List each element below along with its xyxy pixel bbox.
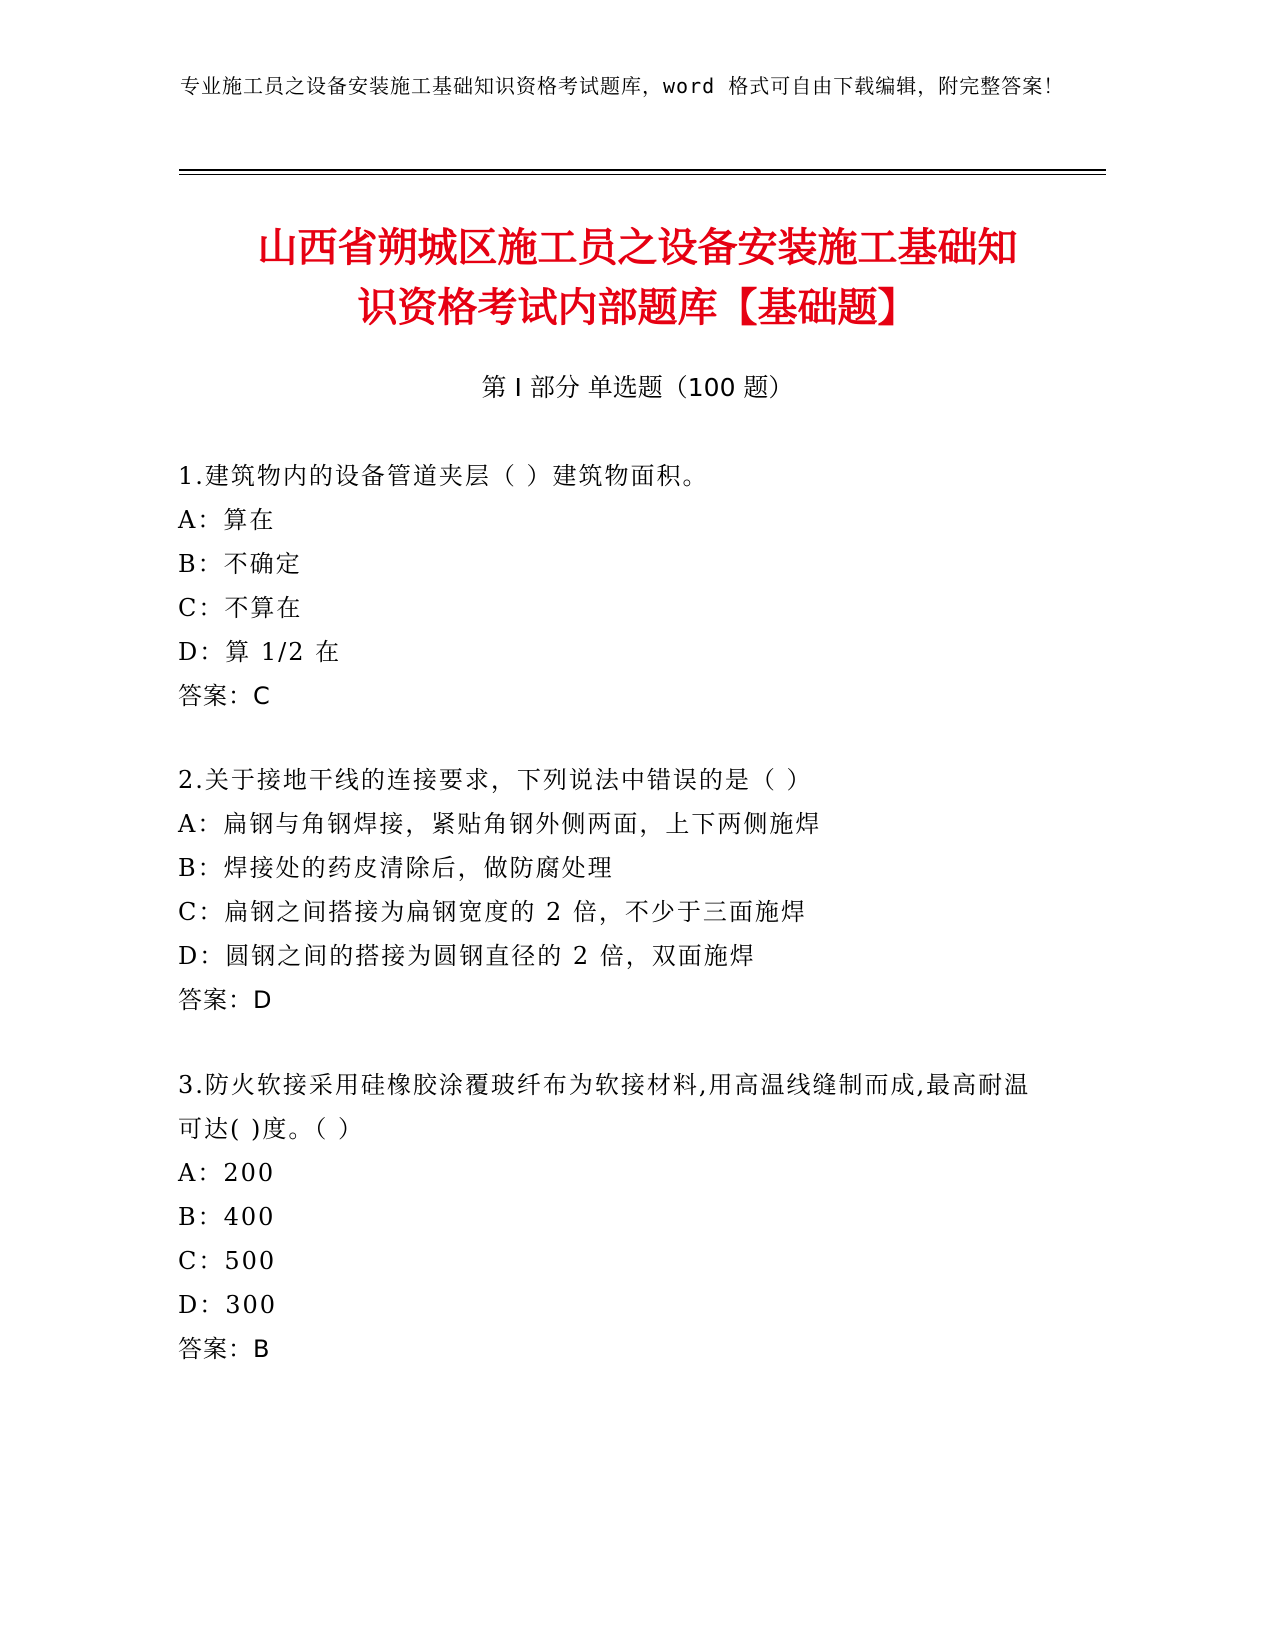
option-text: 200 bbox=[223, 1159, 276, 1187]
question-2 bbox=[178, 758, 1038, 1022]
document-title-line-2: 识资格考试内部题库【基础题】 bbox=[357, 285, 918, 331]
option-b bbox=[178, 542, 1038, 586]
option-text: 400 bbox=[223, 1203, 276, 1231]
option-letter: A： bbox=[178, 1159, 224, 1187]
option-a bbox=[178, 802, 1038, 846]
option-letter: D： bbox=[178, 942, 226, 970]
answer-line: 答案：C bbox=[178, 682, 271, 710]
option-text: 算在 bbox=[223, 506, 276, 534]
option-letter: C： bbox=[178, 594, 225, 622]
option-letter: B： bbox=[178, 854, 224, 882]
option-letter: C： bbox=[178, 1247, 225, 1275]
option-text: 不算在 bbox=[224, 594, 303, 622]
option-letter: C： bbox=[178, 898, 225, 926]
header-divider-thick bbox=[179, 169, 1106, 171]
option-letter: A： bbox=[178, 506, 224, 534]
answer-line: 答案：B bbox=[178, 1335, 271, 1363]
option-text: 扁钢之间搭接为扁钢宽度的 2 倍，不少于三面施焊 bbox=[224, 898, 807, 926]
question-stem: 1.建筑物内的设备管道夹层（ ）建筑物面积。 bbox=[178, 462, 709, 490]
option-c bbox=[178, 890, 1038, 934]
option-b bbox=[178, 1195, 1038, 1239]
option-text: 圆钢之间的搭接为圆钢直径的 2 倍，双面施焊 bbox=[225, 942, 756, 970]
option-text: 算 1/2 在 bbox=[225, 638, 342, 666]
section-heading: 第 I 部分 单选题（100 题） bbox=[481, 373, 794, 402]
option-text: 不确定 bbox=[223, 550, 302, 578]
option-d bbox=[178, 1283, 1038, 1327]
option-text: 500 bbox=[224, 1247, 277, 1275]
option-text: 300 bbox=[225, 1291, 278, 1319]
option-a bbox=[178, 498, 1038, 542]
option-letter: A： bbox=[178, 810, 224, 838]
option-b bbox=[178, 846, 1038, 890]
option-letter: B： bbox=[178, 550, 224, 578]
question-1 bbox=[178, 454, 1038, 718]
header-note: 专业施工员之设备安装施工基础知识资格考试题库，word 格式可自由下载编辑，附完整答案！ bbox=[180, 74, 1065, 98]
option-letter: D： bbox=[178, 638, 226, 666]
question-3 bbox=[178, 1063, 1038, 1371]
option-c bbox=[178, 1239, 1038, 1283]
option-letter: D： bbox=[178, 1291, 226, 1319]
option-d bbox=[178, 630, 1038, 674]
option-c bbox=[178, 586, 1038, 630]
option-a bbox=[178, 1151, 1038, 1195]
option-letter: B： bbox=[178, 1203, 224, 1231]
option-text: 焊接处的药皮清除后，做防腐处理 bbox=[223, 854, 614, 882]
option-d bbox=[178, 934, 1038, 978]
option-text: 扁钢与角钢焊接，紧贴角钢外侧两面，上下两侧施焊 bbox=[223, 810, 822, 838]
answer-line: 答案：D bbox=[178, 986, 273, 1014]
document-title bbox=[150, 218, 1125, 338]
question-stem: 3.防火软接采用硅橡胶涂覆玻纤布为软接材料,用高温线缝制而成,最高耐温可达( )度。（ ） bbox=[178, 1071, 1031, 1143]
document-title-line-1: 山西省朔城区施工员之设备安装施工基础知 bbox=[257, 225, 1018, 271]
question-stem: 2.关于接地干线的连接要求，下列说法中错误的是（ ） bbox=[178, 766, 813, 794]
header-divider-thin bbox=[179, 174, 1106, 175]
